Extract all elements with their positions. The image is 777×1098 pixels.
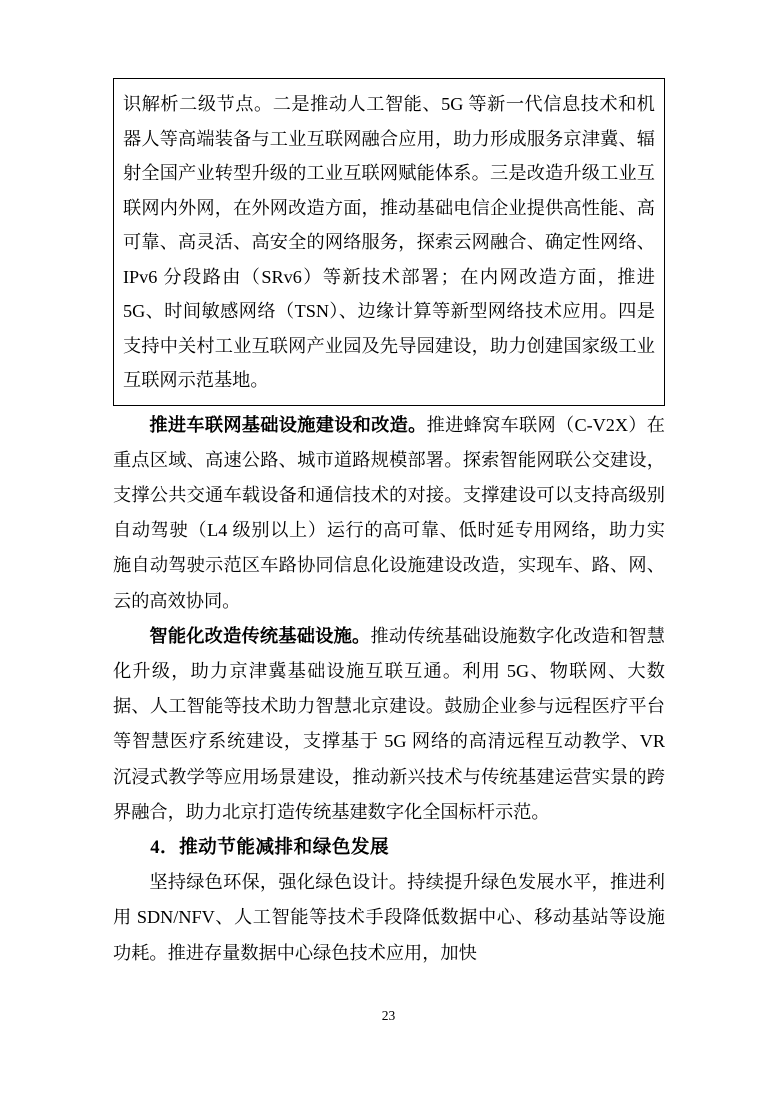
boxed-paragraph-block xyxy=(113,78,665,406)
paragraph-lead-vehicle-network: 推进车联网基础设施建设和改造。 xyxy=(149,414,427,435)
paragraph-green-development: 坚持绿色环保，强化绿色设计。持续提升绿色发展水平，推进利用 SDN/NFV、人工智能等技术手段降低数据中心、移动基站等设施功耗。推进存量数据中心绿色技术应用，加快 xyxy=(113,872,665,963)
boxed-paragraph-text: 识解析二级节点。二是推动人工智能、5G 等新一代信息技术和机器人等高端装备与工业互联网融合应用，助力形成服务京津冀、辐射全国产业转型升级的工业互联网赋能体系。三是改造升级工业互联网内外网，在外网改造方面，推动基础电信企业提供高性能、高可靠、高灵活、高安全的网络服务，探索云网融合、确定性网络、IPv6 分段路由（SRv6）等新技术部署；在内网改造方面，推进 5G、时间敏感网络（TSN）、边缘计算等新型网络技术应用。四是支持中关村工业互联网产业园及先导园建设，助力创建国家级工业互联网示范基地。 xyxy=(123,94,655,390)
page-number: 23 xyxy=(381,1008,396,1023)
paragraph-smart-infrastructure xyxy=(113,619,665,830)
paragraph-body-smart-infrastructure: 推动传统基础设施数字化改造和智慧化升级，助力京津冀基础设施互联互通。利用 5G、物联网、大数据、人工智能等技术助力智慧北京建设。鼓励企业参与远程医疗平台等智慧医疗系统建设，支撑基于 5G 网络的高清远程互动教学、VR 沉浸式教学等应用场景建设，推动新兴技术与传统基建运营实景的跨界融合，助力北京打造传统基建数字化全国标杆示范。 xyxy=(113,625,665,822)
page-content xyxy=(113,78,665,971)
paragraph-vehicle-network xyxy=(113,408,665,619)
paragraph-body-vehicle-network: 推进蜂窝车联网（C-V2X）在重点区域、高速公路、城市道路规模部署。探索智能网联公交建设，支撑公共交通车载设备和通信技术的对接。支撑建设可以支持高级别自动驾驶（L4 级别以上）运行的高可靠、低时延专用网络，助力实施自动驾驶示范区车路协同信息化设施建设改造，实现车、路、网、云的高效协同。 xyxy=(113,414,665,611)
paragraph-lead-smart-infrastructure: 智能化改造传统基础设施。 xyxy=(149,625,371,646)
section-heading-4: 4．推动节能减排和绿色发展 xyxy=(150,836,390,858)
